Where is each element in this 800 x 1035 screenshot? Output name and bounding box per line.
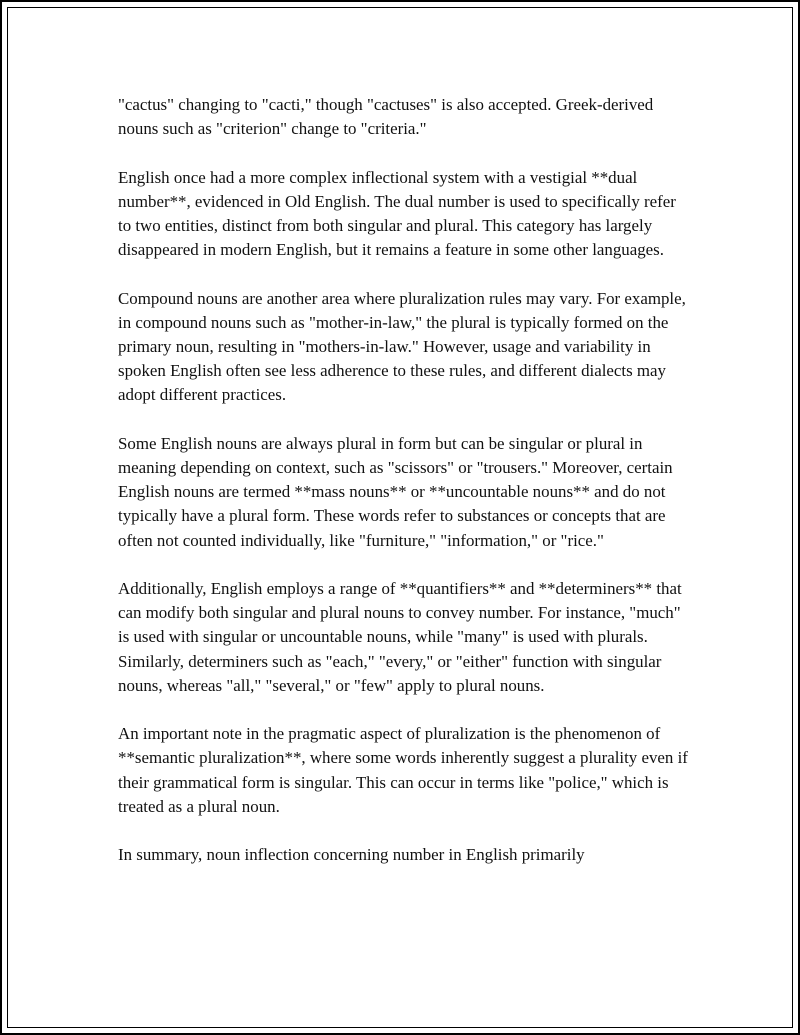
paragraph-mass-nouns: Some English nouns are always plural in form but can be singular or plural in meaning depending on context, such as "scissors" or "trousers." Moreover, certain English nouns are termed **mass nouns** or **uncountable nouns** and do not typically have a plural form. These words refer to substances or concepts that are often not counted individually, like "furniture," "information," or "rice." (118, 433, 673, 550)
paragraph-plural-exceptions: "cactus" changing to "cacti," though "cactuses" is also accepted. Greek-derived nouns such as "criterion" change to "criteria." (118, 95, 654, 139)
paragraph-semantic-pluralization: An important note in the pragmatic aspect of pluralization is the phenomenon of **semantic pluralization**, where some words inherently suggest a plurality even if their grammatical form is singular. This can occur in terms like "police," which is treated as a plural noun. (118, 724, 688, 816)
paragraph-compound-nouns: Compound nouns are another area where pluralization rules may vary. For example, in compound nouns such as "mother-in-law," the plural is typically formed on the primary noun, resulting in "mothers-in-law." However, usage and variability in spoken English often see less adherence to these rules, and different dialects may adopt different practices. (118, 288, 686, 405)
paragraph-quantifiers: Additionally, English employs a range of **quantifiers** and **determiners** that can modify both singular and plural nouns to convey number. For instance, "much" is used with singular or uncountable nouns, while "many" is used with plurals. Similarly, determiners such as "each," "every," or "either" function with singular nouns, whereas "all," "several," or "few" apply to plural nouns. (118, 579, 682, 695)
document-body (118, 93, 690, 867)
paragraph-summary: In summary, noun inflection concerning number in English primarily (118, 845, 585, 865)
paragraph-dual-number: English once had a more complex inflectional system with a vestigial **dual number**, evidenced in Old English. The dual number is used to specifically refer to two entities, distinct from both singular and plural. This category has largely disappeared in modern English, but it remains a feature in some other languages. (118, 167, 676, 260)
